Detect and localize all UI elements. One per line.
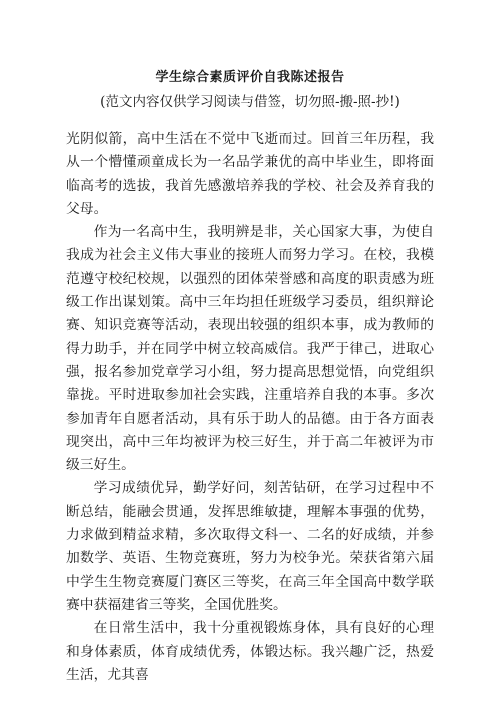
paragraph-conduct: 作为一名高中生，我明辨是非，关心国家大事，为使自我成为社会主义伟大事业的接班人而努力学习。在校，我模范遵守校纪校规，以强烈的团体荣誉感和高度的职责感为班级工作出谋划策。高中三年均担任班级学习委员，组织辩论赛、知识竞赛等活动，表现出较强的组织本事，成为教师的得力助手，并在同学中树立较高威信。我严于律己，进取心强，报名参加党章学习小组，努力提高思想觉悟，向党组织靠拢。平时进取参加社会实践，注重培养自我的本事。多次参加青年自愿者活动，具有乐于助人的品德。由于各方面表现突出，高中三年均被评为校三好生，并于高二年被评为市级三好生。 [66,224,434,474]
document-title: 学生综合素质评价自我陈述报告 [155,70,345,85]
paragraph-intro: 光阴似箭，高中生活在不觉中飞逝而过。回首三年历程，我从一个懵懂顽童成长为一名品学兼优的高中毕业生，即将面临高考的选拔，我首先感激培养我的学校、社会及养育我的父母。 [66,131,434,217]
document-body [66,128,434,687]
paragraph-daily-life: 在日常生活中，我十分重视锻炼身体，具有良好的心理和身体素质，体育成绩优秀，体锻达标。我兴趣广泛，热爱生活，尤其喜 [66,620,434,683]
document-subtitle: (范文内容仅供学习阅读与借签，切勿照-搬-照-抄!) [100,94,400,110]
paragraph-academics: 学习成绩优异，勤学好问，刻苦钻研，在学习过程中不断总结，能融会贯通，发挥思维敏捷，理解本事强的优势，力求做到精益求精，多次取得文科一、二名的好成绩，并参加数学、英语、生物竞赛班，努力为校争光。荣获省第六届中学生生物竞赛厦门赛区三等奖，在高三年全国高中数学联赛中获福建省三等奖，全国优胜奖。 [66,480,434,613]
